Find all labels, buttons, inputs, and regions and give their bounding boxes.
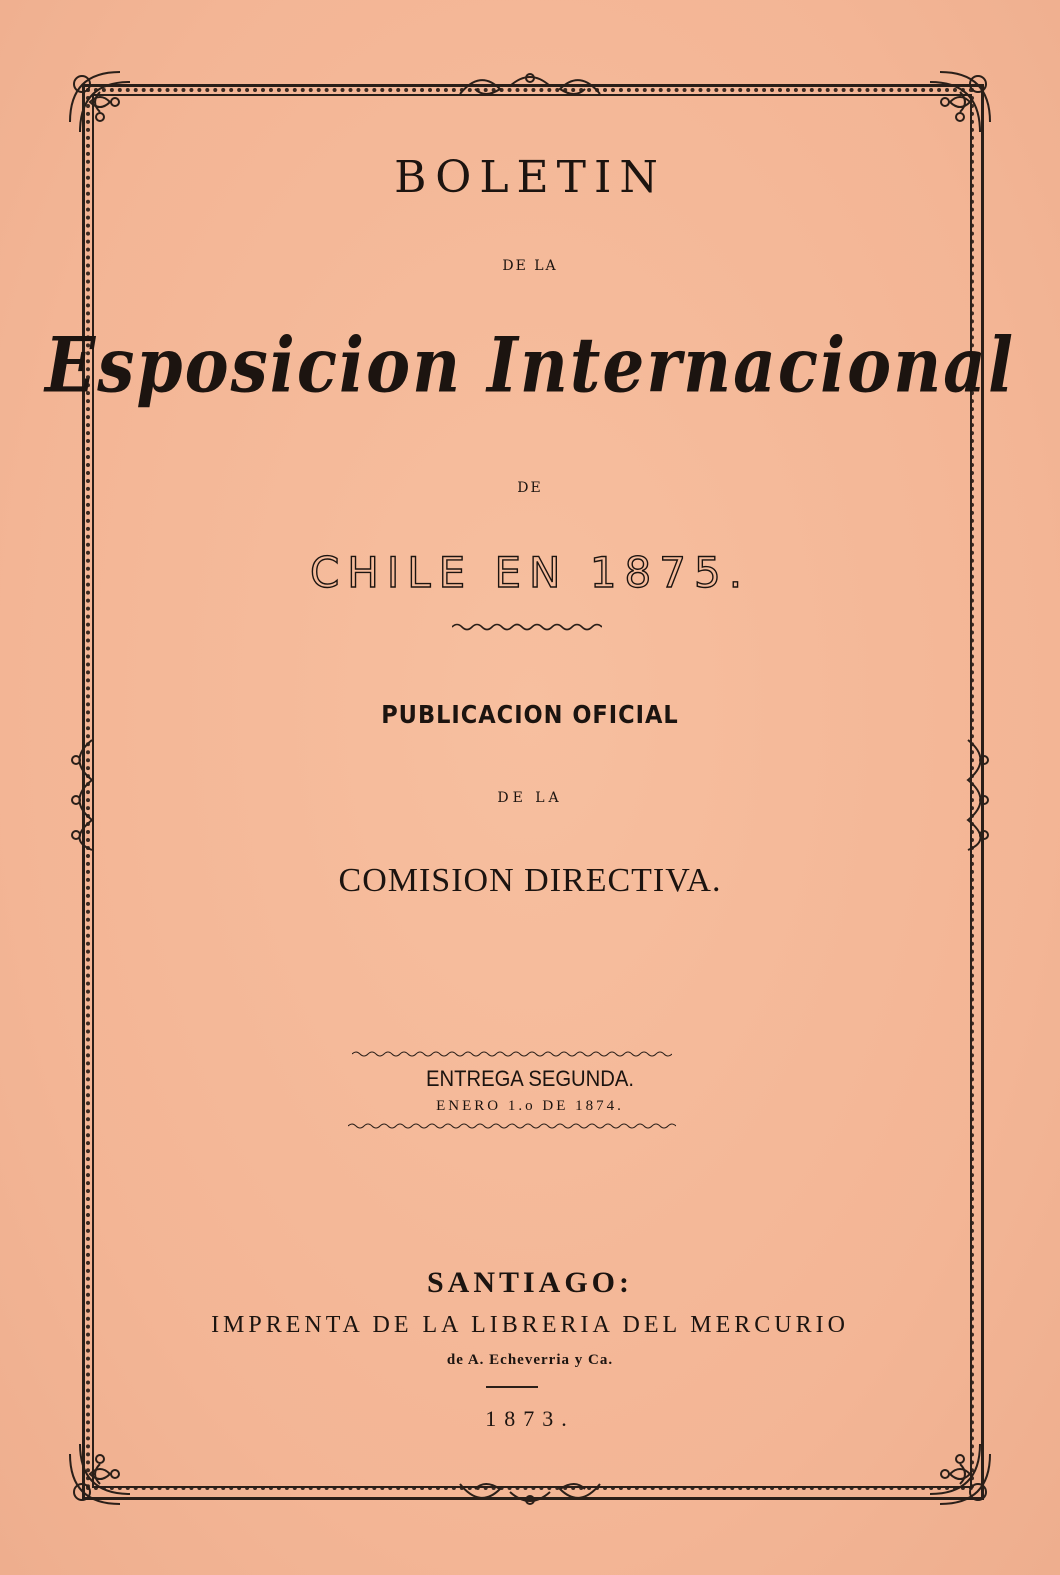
- subtitle-de-la: DE LA: [502, 258, 558, 274]
- city-santiago: SANTIAGO:: [426, 1266, 634, 1299]
- divider-top-icon: [352, 1050, 672, 1058]
- title-exposicion: Esposicion Internacional: [44, 320, 1016, 410]
- subtitle-de: DE: [517, 480, 543, 496]
- bottom-center-ornament-icon: [450, 1468, 610, 1514]
- title-boletin: BOLETIN: [394, 152, 666, 203]
- printer-name: IMPRENTA DE LA LIBRERIA DEL MERCURIO: [211, 1312, 849, 1338]
- entrega-label: ENTREGA SEGUNDA.: [425, 1066, 635, 1091]
- title-chile: CHILE EN 1875.: [309, 548, 751, 597]
- subtitle-de-la-2: DE LA: [497, 790, 563, 806]
- divider-bottom-icon: [348, 1122, 676, 1130]
- entrega-date: ENERO 1.o DE 1874.: [436, 1098, 624, 1114]
- printer-owner: de A. Echeverria y Ca.: [446, 1352, 614, 1368]
- publication-year: 1873.: [485, 1406, 575, 1431]
- comision-heading: COMISION DIRECTIVA.: [338, 862, 722, 899]
- ornamental-divider-icon: [452, 622, 602, 632]
- publicacion-heading: PUBLICACION OFICIAL: [381, 700, 679, 729]
- short-rule: [486, 1386, 538, 1388]
- top-center-ornament-icon: [450, 64, 610, 110]
